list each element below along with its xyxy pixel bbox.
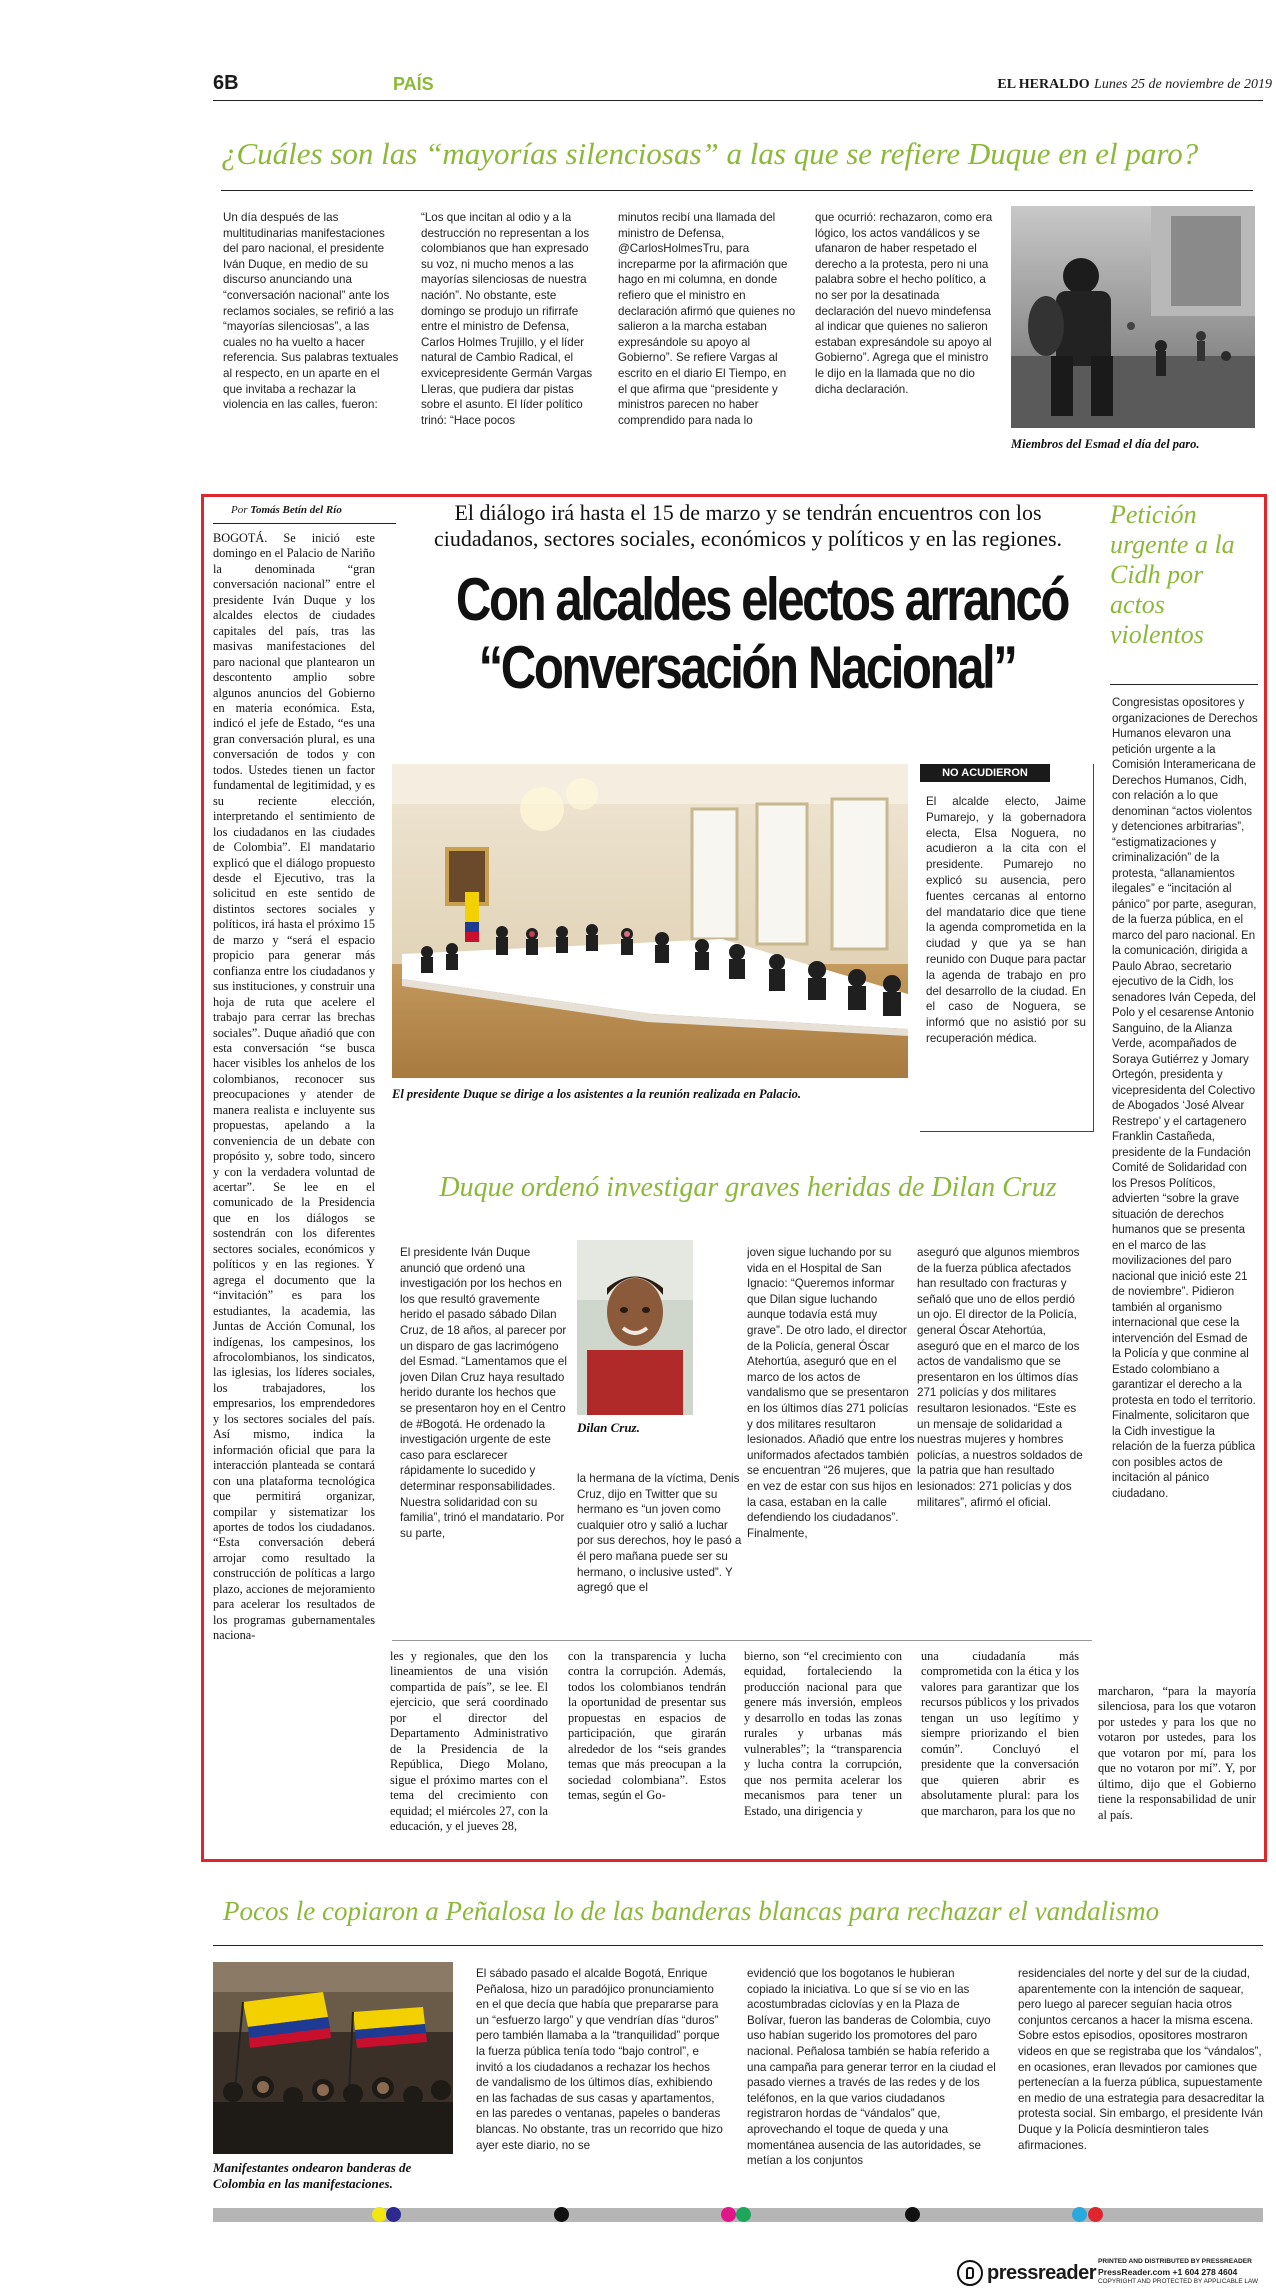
main-headline-line-1: Con alcaldes electos arrancó: [455, 566, 1068, 633]
bottom-headline-rule: [213, 1945, 1263, 1946]
dilan-col-2: la hermana de la víctima, Denis Cruz, dijo en Twitter que su hermano es “un joven como cualquier otro y salió a luchar por sus derechos, hoy le pasó a él pero mañana puede ser su hermano, o inclusive usted”. Y agregó que el: [577, 1472, 742, 1595]
main-bottom-col-2: con la transparencia y lucha contra la corrupción. Además, todos los colombianos tendrán la oportunidad de presentar sus propuestas en espacios de participación, que girarán alrededor de los “seis grandes temas que más preocupan a la sociedad colombiana”. Estos temas, según el Go-: [568, 1649, 726, 1803]
pressreader-brand: pressreader: [987, 2261, 1097, 2284]
sidebar-rule: [1110, 684, 1258, 685]
registration-dot-cyan: [1072, 2207, 1087, 2222]
pressreader-line-2: PressReader.com +1 604 278 4604: [1098, 2267, 1238, 2277]
dilan-photo: [577, 1240, 693, 1415]
main-bottom-col-1: les y regionales, que den los lineamientos de una visión compartida de país”, se lee. El ejercicio, que será coordinado por el director del Departamento Administrativo de la Presidencia de la República, Diego Molano, sigue el próximo martes con el tema del crecimiento con equidad; el miércoles 27, con la educación, y el jueves 28,: [390, 1649, 548, 1833]
top-story-headline: ¿Cuáles son las “mayorías silenciosas” a las que se refiere Duque en el paro?: [221, 136, 1199, 171]
registration-dot-red: [1088, 2207, 1103, 2222]
dilan-photo-caption: Dilan Cruz.: [577, 1420, 640, 1435]
esmad-photo: [1011, 206, 1255, 428]
main-deck: El diálogo irá hasta el 15 de marzo y se tendrán encuentros con los ciudadanos, sectores sociales, económicos y políticos y en las regiones.: [433, 500, 1063, 551]
byline: [231, 504, 342, 516]
dilan-col-4: aseguró que algunos miembros de la fuerza pública afectados han resultado con fracturas y señaló que uno de ellos perdió un ojo. El director de la Policía, general Óscar Atehortúa, aseguró que en el marco de los actos de vandalismo que se presentaron en los últimos días 271 policías y dos militares resultaron lesionados. “Este es un mensaje de solidaridad a nuestras mujeres y hombres policías, a nuestros soldados de la patria que han resultado lesionados: 271 policías y dos militares”, afirmó el oficial.: [917, 1246, 1083, 1509]
pressreader-line-3: COPYRIGHT AND PROTECTED BY APPLICABLE LAW: [1098, 2278, 1259, 2285]
registration-dot-blue: [386, 2207, 401, 2222]
protest-photo-caption: Manifestantes ondearon banderas de Colombia en las manifestaciones.: [213, 2160, 412, 2191]
no-acudieron-box: [920, 764, 1094, 1132]
registration-dot-yellow: [372, 2207, 387, 2222]
no-acudieron-title: NO ACUDIERON: [920, 764, 1050, 782]
main-left-column-text: BOGOTÁ. Se inició este domingo en el Palacio de Nariño la denominada “gran conversación nacional” entre el presidente Iván Duque y los alcaldes electos de ciudades capitales del país, tras las masivas manifestaciones del paro nacional que plantearon un descontento amplio sobre algunos anuncios del Gobierno en materia económica. Esta, indicó el jefe de Estado, “es una gran conversación plural, es una conversación de todos y con todos. Ustedes tienen un factor fundamental de legitimidad, y es su reciente elección, interpretando el sentimiento de los ciudadanos en las ciudades de Colombia”. El mandatario explicó que el diálogo propuesto desde el Ejecutivo, tras la solicitud en este sentido de distintos sectores sociales y políticos, irá hasta el próximo 15 de marzo y “será el espacio propicio para generar más confianza entre los ciudadanos y sus instituciones, y construir una hoja de ruta que acelere el trabajo para cerrar las brechas sociales”. Duque añadió que con esta conversación “se busca hacer visibles los anhelos de los colombianos, reconocer sus preocupaciones y atender de manera realista e incluyente sus propuestas, apelando a la conveniencia de un debate con propósito y, sobre todo, sincero y con la verdadera voluntad de acertar”. Se lee en el comunicado de la Presidencia que en los diálogos se sostendrán con los diferentes sectores sociales, económicos y políticos y en las regiones. Y agrega el documento que la “invitación” es para los estudiantes, la academia, las Juntas de Acción Comunal, los indígenas, los campesinos, los afrocolombianos, los sindicatos, las iglesias, los líderes sociales, los trabajadores, los empresarios, los emprendedores y los sectores sociales del país. Así mismo, indica la información oficial que para la interacción planteada se contará con una plataforma tecnológica que permitirá organizar, compilar y sistematizar los aportes de todos los ciudadanos. “Esta conversación deberá arrojar como resultado la construcción de políticas a largo plazo, acciones de mejoramiento para acelerar los resultados de los programas gubernamentales naciona-: [213, 531, 375, 1643]
sidebar-text: Congresistas opositores y organizaciones de Derechos Humanos elevaron una petición urgente a la Comisión Interamericana de Derechos Humanos, Cidh, con relación a lo que denominan “actos violentos y detenciones arbitrarias”, “estigmatizaciones y criminalización” de la protesta, “allanamientos ilegales” e “incitación al pánico” por parte, aseguran, de la fuerza pública, en el marco del paro nacional. En la comunicación, dirigida a Paulo Abrao, secretario ejecutivo de la Cidh, los senadores Iván Cepeda, del Polo y el cesarense Antonio Sanguino, de la Alianza Verde, acompañados de Soraya Gutiérrez y Jomary Ortegón, presidenta y vicepresidenta del Colectivo de Abogados ‘José Alvear Restrepo’ y el cartagenero Franklin Castañeda, presidente de la Fundación Comité de Solidaridad con los Presos Políticos, advierten “sobre la grave situación de derechos humanos que se presenta en el marco de las movilizaciones del paro nacional que inició este 21 de noviembre”. Pidieron también al organismo internacional que cese la intervención del Esmad de la Policía y que conmine al Estado colombiano a garantizar el derecho a la protesta en todo el territorio. Finalmente, solicitaron que la Cidh investigue la relación de la fuerza pública con posibles actos de incitación al pánico ciudadano.: [1112, 697, 1258, 1500]
header-rule: [213, 100, 1263, 101]
sidebar-headline: Petición urgente a la Cidh por actos violentos: [1110, 500, 1235, 649]
main-headline-line-2: “Conversación Nacional”: [478, 634, 1016, 701]
esmad-photo-caption: Miembros del Esmad el día del paro.: [1011, 437, 1200, 451]
pressreader-line-1: PRINTED AND DISTRIBUTED BY PRESSREADER: [1098, 2258, 1252, 2265]
main-bottom-col-4: una ciudadanía más comprometida con la ética y los valores para garantizar que los recursos públicos y los privados tengan un uso legítimo y siempre priorizando el bien común”. Concluyó el presidente que la conversación que quieren abrir es absolutamente plural: para los que marcharon, para los que no: [921, 1649, 1079, 1818]
no-acudieron-text: El alcalde electo, Jaime Pumarejo, y la gobernadora electa, Elsa Noguera, no acudieron a la cita con el presidente. Pumarejo no explicó su ausencia, pero fuentes cercanas al entorno del mandatario dice que tiene la agenda comprometida en la ciudad y que ya se han reunido con Duque para pactar la agenda de trabajo en pro del desarrollo de la ciudad. En el caso de Noguera, se informó que no asistió por su recuperación médica.: [926, 795, 1086, 1045]
main-left-column: [213, 531, 375, 1838]
paper-name: EL HERALDO: [997, 77, 1090, 92]
pressreader-logo: [957, 2256, 1096, 2290]
section-label: PAÍS: [393, 74, 434, 94]
bottom-story-col-3: residenciales del norte y del sur de la ciudad, aparentemente con la intención de saquear, pero luego al parecer seguían hacia otros conjuntos cercanos a hacer la misma escena. Sobre estos episodios, opositores mostraron videos en que se registraba que los “vándalos”, en ocasiones, eran llevados por camiones que pertenecían a la fuerza pública, supuestamente en medio de una estrategia para desacreditar la protesta social. Sin embargo, el presidente Iván Duque y la Policía desmintieron tales afirmaciones.: [1018, 1967, 1265, 2152]
palace-photo-caption: El presidente Duque se dirige a los asistentes a la reunión realizada en Palacio.: [392, 1087, 802, 1101]
main-bottom-rule: [392, 1640, 1092, 1641]
palace-meeting-photo: [392, 764, 908, 1078]
main-bottom-col-5: marcharon, “para la mayoría silenciosa, para los que votaron por ustedes y para los que no votaron por ustedes, para los que votaron por mí, para los que no votaron por mí”. Y, por último, dijo que el Gobierno tiene la responsabilidad de unir al país.: [1098, 1684, 1256, 1822]
bottom-story-headline: Pocos le copiaron a Peñalosa lo de las banderas blancas para rechazar el vandalismo: [223, 1896, 1160, 1926]
registration-dot-black-2: [905, 2207, 920, 2222]
page-number: 6B: [213, 72, 239, 94]
top-story-col-3: minutos recibí una llamada del ministro de Defensa, @CarlosHolmesTru, para increparme por la afirmación que hago en mi columna, en donde refiero que el ministro en declaración afirmó que quienes no salieron a la marcha estaban expresándole su apoyo al Gobierno”. Se refiere Vargas al escrito en el diario El Tiempo, en el que afirma que “presidente y ministros parecen no haber comprendido para nada lo: [618, 211, 796, 427]
dilan-col-1: El presidente Iván Duque anunció que ordenó una investigación por los hechos en los que resultó gravemente herido el pasado sábado Dilan Cruz, de 18 años, al parecer por un disparo de gas lacrimógeno del Esmad. “Lamentamos que el joven Dilan Cruz haya resultado herido durante los hechos que se presentaron hoy en el Centro de #Bogotá. He ordenado la investigación urgente de este caso para esclarecer rápidamente lo sucedido y determinar responsabilidades. Nuestra solidaridad con su familia”, trinó el mandatario. Por su parte,: [400, 1246, 567, 1540]
dilan-headline: Duque ordenó investigar graves heridas de Dilan Cruz: [439, 1172, 1057, 1203]
pressreader-info: [1098, 2257, 1268, 2287]
top-headline-rule: [221, 190, 1253, 191]
byline-rule: [213, 523, 396, 524]
main-bottom-col-3: bierno, son “el crecimiento con equidad, fortaleciendo la producción nacional para que genere más inversión, empleos y desarrollo en todas las zonas rurales y urbanas más vulnerables”; la “transparencia y lucha contra la corrupción, que nos permita acelerar los mecanismos para tener un Estado, una dirigencia y: [744, 1649, 902, 1818]
registration-dot-green: [736, 2207, 751, 2222]
main-headline: [455, 566, 1068, 702]
issue-date: Lunes 25 de noviembre de 2019: [1094, 77, 1272, 92]
bottom-story-col-1: El sábado pasado el alcalde Bogotá, Enrique Peñalosa, hizo un paradójico pronunciamiento en el que decía que había que prepararse para un “esfuerzo largo” y que vendrían días “duros” pero también llamaba a la “tranquilidad” porque la fuerza pública tenía todo “bajo control”, e invitó a los ciudadanos a rechazar los hechos de vandalismo de los últimos días, exhibiendo en las fachadas de sus casas y apartamentos, en las paredes o ventanas, papeles o banderas blancas. No obstante, tras un recorrido que hizo ayer este diario, no se: [476, 1967, 723, 2152]
dilan-col-3: joven sigue luchando por su vida en el Hospital de San Ignacio: “Queremos informar que Dilan sigue luchando aunque todavía está muy grave”. De otro lado, el director de la Policía, general Óscar Atehortúa, aseguró que en el marco de los actos de vandalismo que se presentaron en los últimos días 271 policías y dos militares resultaron lesionados. Añadió que entre los uniformados afectados también se encuentran “26 mujeres, que en vez de estar con sus hijos en la casa, estaban en la calle defendiendo los ciudadanos”. Finalmente,: [747, 1246, 915, 1540]
masthead-info: [972, 75, 1272, 93]
byline-prefix: Por: [231, 504, 248, 516]
byline-name: Tomás Betín del Río: [250, 504, 342, 516]
top-story-col-4: que ocurrió: rechazaron, como era lógico, los actos vandálicos y se ufanaron de haber respetado el derecho a la protesta, pero ni una palabra sobre el hecho político, a no ser por la desatinada declaración del nuevo mindefensa al indicar que quienes no salieron estaban expresándole su apoyo al Gobierno”. Agrega que el ministro le dijo en la llamada que no dio dicha declaración.: [815, 211, 993, 396]
registration-dot-magenta: [721, 2207, 736, 2222]
bottom-story-col-2: evidenció que los bogotanos le hubieran copiado la iniciativa. Lo que sí se vio en las acostumbradas ciclovías y en la Plaza de Bolívar, fueron las banderas de Colombia, cuyo uso habían sugerido los promotores del paro nacional. Peñalosa también se había referido a una campaña para generar terror en la ciudad el pasado viernes a través de las redes y de los teléfonos, en la que varios ciudadanos registraron hordas de “vándalos” que, aprovechando el toque de queda y una momentánea ausencia de las autoridades, se metían a los conjuntos: [747, 1967, 996, 2168]
pressreader-icon: [957, 2260, 983, 2286]
top-story-col-2: “Los que incitan al odio y a la destrucción no representan a los colombianos que han expresado su voz, ni mucho menos a las mayorías silenciosas de nuestra nación”. No obstante, este domingo se produjo un rifirrafe entre el ministro de Defensa, Carlos Holmes Trujillo, y el líder natural de Cambio Radical, el exvicepresidente Germán Vargas Lleras, que pudiera dar pistas sobre el asunto. El líder político trinó: “Hace pocos: [421, 211, 593, 427]
registration-dot-black-1: [554, 2207, 569, 2222]
protest-flags-photo: [213, 1962, 453, 2154]
top-story-col-1: Un día después de las multitudinarias manifestaciones del paro nacional, el presidente Iván Duque, en medio de su discurso anunciando una “conversación nacional” ante los reclamos sociales, se refirió a las “mayorías silenciosas”, a las cuales no ha vuelto a hacer referencia. Sus palabras textuales al respecto, en un aparte en el que invitaba a rechazar la violencia en las calles, fueron:: [223, 211, 399, 412]
